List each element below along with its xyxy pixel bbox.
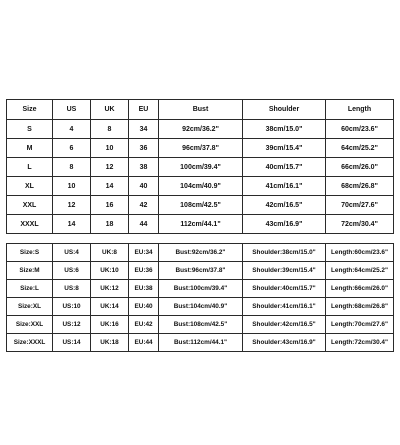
table-row [7, 139, 394, 158]
cell-bust: 104cm/40.9" [159, 177, 243, 196]
table-row [7, 280, 394, 298]
cell-bust: Bust:100cm/39.4" [159, 280, 243, 298]
cell-bust: 108cm/42.5" [159, 196, 243, 215]
cell-us: US:8 [53, 280, 91, 298]
cell-us: 4 [53, 120, 91, 139]
cell-eu: EU:44 [129, 334, 159, 352]
cell-shoulder: 39cm/15.4" [243, 139, 326, 158]
cell-shoulder: 41cm/16.1" [243, 177, 326, 196]
cell-us: 8 [53, 158, 91, 177]
header-uk: UK [91, 100, 129, 120]
cell-eu: 44 [129, 215, 159, 234]
cell-length: 68cm/26.8" [326, 177, 394, 196]
cell-us: 12 [53, 196, 91, 215]
cell-bust: 92cm/36.2" [159, 120, 243, 139]
table-row [7, 316, 394, 334]
cell-shoulder: 38cm/15.0" [243, 120, 326, 139]
cell-us: US:14 [53, 334, 91, 352]
cell-shoulder: Shoulder:38cm/15.0" [243, 244, 326, 262]
cell-length: Length:68cm/26.8" [326, 298, 394, 316]
cell-shoulder: 40cm/15.7" [243, 158, 326, 177]
cell-us: US:6 [53, 262, 91, 280]
cell-uk: UK:16 [91, 316, 129, 334]
cell-length: 66cm/26.0" [326, 158, 394, 177]
header-us: US [53, 100, 91, 120]
cell-size: Size:M [7, 262, 53, 280]
size-chart-inline-table [6, 243, 394, 352]
cell-uk: UK:18 [91, 334, 129, 352]
table-row [7, 120, 394, 139]
cell-us: 6 [53, 139, 91, 158]
cell-eu: 38 [129, 158, 159, 177]
cell-bust: 96cm/37.8" [159, 139, 243, 158]
cell-eu: 40 [129, 177, 159, 196]
cell-eu: 34 [129, 120, 159, 139]
table-row [7, 158, 394, 177]
cell-shoulder: 42cm/16.5" [243, 196, 326, 215]
cell-length: 64cm/25.2" [326, 139, 394, 158]
cell-uk: UK:14 [91, 298, 129, 316]
cell-uk: UK:12 [91, 280, 129, 298]
cell-size: Size:XL [7, 298, 53, 316]
header-length: Length [326, 100, 394, 120]
header-size: Size [7, 100, 53, 120]
cell-size: M [7, 139, 53, 158]
cell-us: US:4 [53, 244, 91, 262]
cell-length: 72cm/30.4" [326, 215, 394, 234]
table-row [7, 177, 394, 196]
cell-length: Length:64cm/25.2" [326, 262, 394, 280]
table-row [7, 298, 394, 316]
cell-length: Length:60cm/23.6" [326, 244, 394, 262]
cell-uk: 18 [91, 215, 129, 234]
cell-bust: Bust:92cm/36.2" [159, 244, 243, 262]
cell-eu: 36 [129, 139, 159, 158]
cell-size: S [7, 120, 53, 139]
cell-uk: UK:8 [91, 244, 129, 262]
cell-bust: Bust:104cm/40.9" [159, 298, 243, 316]
cell-size: Size:XXL [7, 316, 53, 334]
cell-shoulder: 43cm/16.9" [243, 215, 326, 234]
cell-shoulder: Shoulder:43cm/16.9" [243, 334, 326, 352]
cell-shoulder: Shoulder:40cm/15.7" [243, 280, 326, 298]
cell-us: 10 [53, 177, 91, 196]
header-eu: EU [129, 100, 159, 120]
cell-eu: EU:36 [129, 262, 159, 280]
cell-size: XL [7, 177, 53, 196]
cell-length: Length:70cm/27.6" [326, 316, 394, 334]
cell-bust: 112cm/44.1" [159, 215, 243, 234]
cell-bust: Bust:96cm/37.8" [159, 262, 243, 280]
cell-bust: 100cm/39.4" [159, 158, 243, 177]
cell-size: L [7, 158, 53, 177]
cell-size: Size:L [7, 280, 53, 298]
table-row [7, 334, 394, 352]
cell-eu: 42 [129, 196, 159, 215]
cell-eu: EU:42 [129, 316, 159, 334]
cell-length: Length:66cm/26.0" [326, 280, 394, 298]
size-chart-table [6, 99, 394, 234]
cell-uk: 12 [91, 158, 129, 177]
cell-eu: EU:34 [129, 244, 159, 262]
cell-size: Size:S [7, 244, 53, 262]
cell-size: Size:XXXL [7, 334, 53, 352]
cell-length: Length:72cm/30.4" [326, 334, 394, 352]
cell-eu: EU:38 [129, 280, 159, 298]
cell-uk: UK:10 [91, 262, 129, 280]
header-bust: Bust [159, 100, 243, 120]
cell-uk: 16 [91, 196, 129, 215]
cell-uk: 8 [91, 120, 129, 139]
cell-bust: Bust:108cm/42.5" [159, 316, 243, 334]
cell-size: XXXL [7, 215, 53, 234]
header-shoulder: Shoulder [243, 100, 326, 120]
cell-uk: 14 [91, 177, 129, 196]
table-row [7, 244, 394, 262]
table-row [7, 215, 394, 234]
table-row [7, 262, 394, 280]
cell-us: US:12 [53, 316, 91, 334]
cell-shoulder: Shoulder:41cm/16.1" [243, 298, 326, 316]
cell-us: 14 [53, 215, 91, 234]
cell-us: US:10 [53, 298, 91, 316]
cell-eu: EU:40 [129, 298, 159, 316]
cell-size: XXL [7, 196, 53, 215]
cell-length: 70cm/27.6" [326, 196, 394, 215]
cell-length: 60cm/23.6" [326, 120, 394, 139]
cell-bust: Bust:112cm/44.1" [159, 334, 243, 352]
table-header-row [7, 100, 394, 120]
cell-shoulder: Shoulder:42cm/16.5" [243, 316, 326, 334]
cell-uk: 10 [91, 139, 129, 158]
table-row [7, 196, 394, 215]
cell-shoulder: Shoulder:39cm/15.4" [243, 262, 326, 280]
